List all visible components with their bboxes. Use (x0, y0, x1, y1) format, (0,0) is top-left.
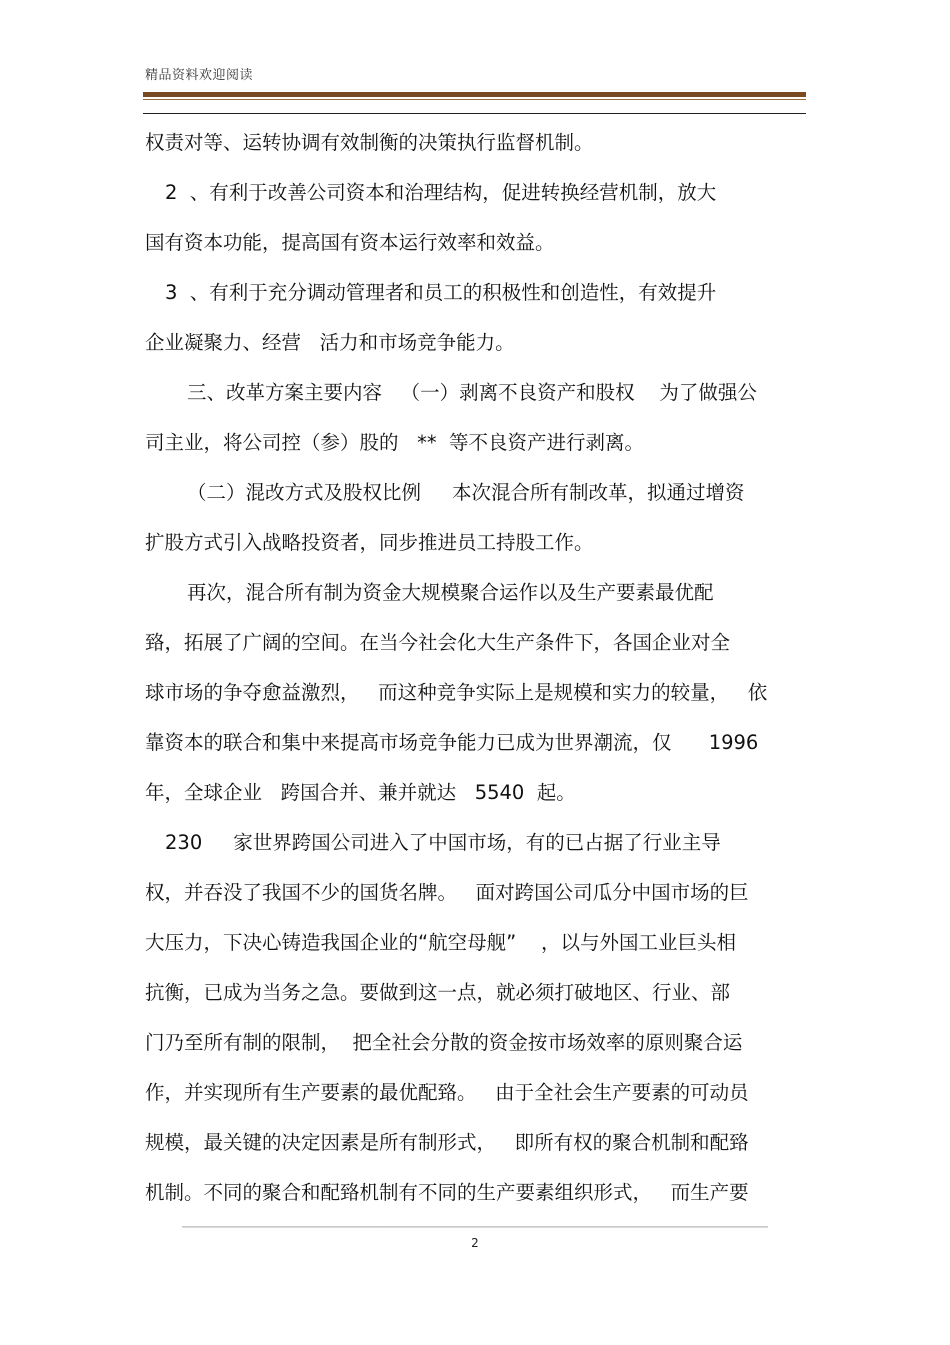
body-line: 3 、有利于充分调动管理者和员工的积极性和创造性，有效提升 (165, 281, 717, 304)
page-number: 2 (471, 1236, 479, 1250)
body-line: 规模，最关键的决定因素是所有制形式， 即所有权的聚合机制和配臵 (145, 1131, 749, 1154)
body-line: 臵，拓展了广阔的空间。在当今社会化大生产条件下，各国企业对全 (145, 631, 731, 654)
body-line: 作，并实现所有生产要素的最优配臵。 由于全社会生产要素的可动员 (145, 1081, 749, 1104)
body-line: 2 、有利于改善公司资本和治理结构，促进转换经营机制，放大 (165, 181, 717, 204)
body-line: 大压力，下决心铸造我国企业的“航空母舰” ，以与外国工业巨头相 (145, 931, 736, 954)
body-line: 年，全球企业 跨国合并、兼并就达 5540 起。 (145, 781, 576, 804)
body-line: 权责对等、运转协调有效制衡的决策执行监督机制。 (145, 131, 594, 154)
header-divider-thick (143, 92, 806, 97)
body-line: 球市场的争夺愈益激烈， 而这种竞争实际上是规模和实力的较量， 依 (145, 681, 768, 704)
body-line: 抗衡，已成为当务之急。要做到这一点，就必须打破地区、行业、部 (145, 981, 731, 1004)
body-line: 再次，混合所有制为资金大规模聚合运作以及生产要素最优配 (187, 581, 714, 604)
body-line: 门乃至所有制的限制， 把全社会分散的资金按市场效率的原则聚合运 (145, 1031, 743, 1054)
body-line: 国有资本功能，提高国有资本运行效率和效益。 (145, 231, 555, 254)
header-title: 精品资料欢迎阅读 (145, 68, 254, 83)
body-line: 机制。不同的聚合和配臵机制有不同的生产要素组织形式， 而生产要 (145, 1181, 749, 1204)
body-line: （二）混改方式及股权比例 本次混合所有制改革，拟通过增资 (187, 481, 745, 504)
header-divider-thin (143, 99, 806, 100)
body-line: 230 家世界跨国公司进入了中国市场，有的已占据了行业主导 (165, 831, 721, 854)
body-line: 靠资本的联合和集中来提高市场竞争能力已成为世界潮流，仅 1996 (145, 731, 759, 754)
body-line: 企业凝聚力、经营 活力和市场竞争能力。 (145, 331, 515, 354)
body-line: 三、改革方案主要内容 （一）剥离不良资产和股权 为了做强公 (187, 381, 757, 404)
body-line: 权，并吞没了我国不少的国货名牌。 面对跨国公司瓜分中国市场的巨 (145, 881, 749, 904)
body-line: 司主业，将公司控（参）股的 ** 等不良资产进行剥离。 (145, 431, 644, 454)
body-line: 扩股方式引入战略投资者，同步推进员工持股工作。 (145, 531, 594, 554)
footer-divider (182, 1226, 768, 1228)
header-divider-line (143, 113, 806, 114)
